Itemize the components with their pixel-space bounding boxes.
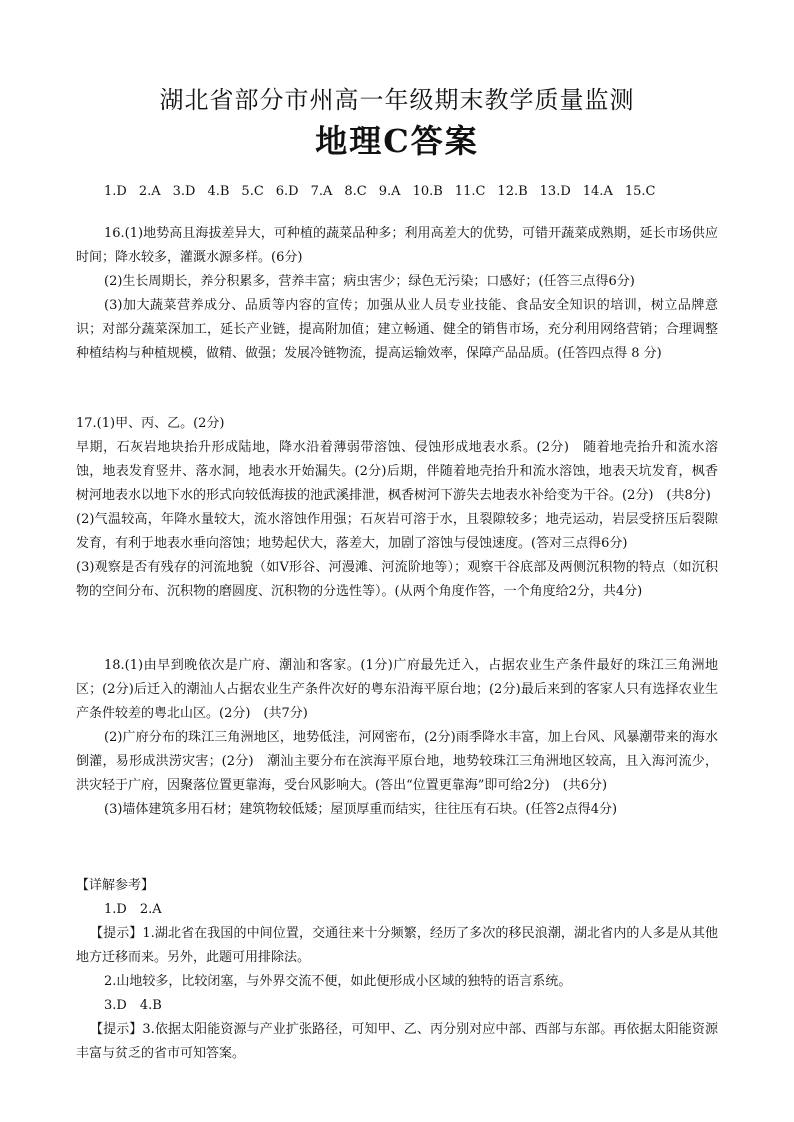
multiple-choice-answers bbox=[104, 184, 724, 199]
explanation-line: 2.山地较多，比较闭塞，与外界交流不便，如此便形成小区域的独特的语言系统。 bbox=[104, 974, 572, 989]
mc-answer: 13.D bbox=[539, 184, 571, 199]
mc-answer: 12.B bbox=[497, 184, 528, 199]
page-title: 湖北省部分市州高一年级期末教学质量监测 bbox=[159, 86, 635, 114]
question-16-answer bbox=[76, 222, 718, 366]
page-subtitle: 地理C答案 bbox=[315, 122, 479, 160]
explanation-line: 3.D 4.B bbox=[104, 998, 162, 1013]
mc-answer: 11.C bbox=[454, 184, 486, 199]
explanation-heading: 【详解参考】 bbox=[76, 878, 155, 893]
q18-part2: (2)广府分布的珠江三角洲地区，地势低洼，河网密布，(2分)雨季降水丰富，加上台风、风暴潮带来的海水倒灌，易形成洪涝灾害；(2分) 潮汕主要分布在滨海平原台地，地势较珠江三角洲地区较高，且入海河流少，洪灾轻于广府，因聚落位置更靠海，受台风影响大。(答出“位置更靠海”即可给2分) (共6分) bbox=[76, 730, 718, 793]
q16-part3: (3)加大蔬菜营养成分、品质等内容的宣传；加强从业人员专业技能、食品安全知识的培训，树立品牌意识；对部分蔬菜深加工，延长产业链，提高附加值；建立畅通、健全的销售市场，充分利用网络营销；合理调整种植结构与种植规模，做精、做强；发展冷链物流，提高运输效率，保障产品品质。(任答四点得 8 分) bbox=[76, 298, 718, 361]
mc-answer: 2.A bbox=[138, 184, 161, 199]
q16-part1: 16.(1)地势高且海拔差异大，可种植的蔬菜品种多；利用高差大的优势，可错开蔬菜成熟期，延长市场供应时间；降水较多，灌溉水源多样。(6分) bbox=[76, 226, 718, 265]
mc-answer: 10.B bbox=[412, 184, 443, 199]
q17-part3: (3)观察是否有残存的河流地貌（如V形谷、河漫滩、河流阶地等）；观察干谷底部及两侧沉积物的特点（如沉积物的空间分布、沉积物的磨圆度、沉积物的分选性等）。(从两个角度作答，一个角度给2分，共4分) bbox=[76, 560, 718, 599]
mc-answer: 3.D bbox=[172, 184, 196, 199]
explanation-line: 【提示】1.湖北省在我国的中间位置，交通往来十分频繁，经历了多次的移民浪潮，湖北省内的人多是从其他地方迁移而来。另外，此题可用排除法。 bbox=[76, 926, 718, 965]
explanation-line: 1.D 2.A bbox=[104, 902, 162, 917]
mc-answer: 9.A bbox=[378, 184, 401, 199]
q18-part1: 18.(1)由早到晚依次是广府、潮汕和客家。(1分)广府最先迁入，占据农业生产条件最好的珠江三角洲地区；(2分)后迁入的潮汕人占据农业生产条件次好的粤东沿海平原台地；(2分)最后来到的客家人只有选择农业生产条件较差的粤北山区。(2分) (共7分) bbox=[76, 658, 718, 721]
mc-answer: 8.C bbox=[344, 184, 367, 199]
q17-part2: (2)气温较高，年降水量较大，流水溶蚀作用强；石灰岩可溶于水，且裂隙较多；地壳运动，岩层受挤压后裂隙发育，有利于地表水垂向溶蚀；地势起伏大，落差大，加剧了溶蚀与侵蚀速度。(答对三点得6分) bbox=[76, 512, 718, 551]
mc-answer: 7.A bbox=[310, 184, 333, 199]
explanation-line: 【提示】3.依据太阳能资源与产业扩张路径，可知甲、乙、丙分别对应中部、西部与东部。再依据太阳能资源丰富与贫乏的省市可知答案。 bbox=[76, 1022, 718, 1061]
mc-answer: 5.C bbox=[241, 184, 264, 199]
question-17-answer bbox=[76, 412, 718, 604]
q18-part3: (3)墙体建筑多用石材；建筑物较低矮；屋顶厚重而结实，往往压有石块。(任答2点得4分) bbox=[104, 802, 618, 817]
q16-part2: (2)生长周期长，养分积累多，营养丰富；病虫害少；绿色无污染；口感好；(任答三点得6分) bbox=[104, 274, 635, 289]
mc-answer: 14.A bbox=[582, 184, 613, 199]
mc-answer: 6.D bbox=[275, 184, 299, 199]
q17-part1-detail: 早期，石灰岩地块抬升形成陆地，降水沿着薄弱带溶蚀、侵蚀形成地表水系。(2分) 随着地壳抬升和流水溶蚀，地表发育竖井、落水洞，地表水开始漏失。(2分)后期，伴随着地壳抬升和流水溶蚀，地表天坑发育，枫香树河地表水以地下水的形式向较低海拔的池武溪排泄，枫香树河下游失去地表水补给变为干谷。(2分) (共8分) bbox=[76, 440, 718, 503]
mc-answer: 1.D bbox=[104, 184, 127, 199]
q17-part1: 17.(1)甲、丙、乙。(2分) bbox=[76, 416, 225, 431]
explanation-section bbox=[76, 874, 718, 1066]
mc-answer: 15.C bbox=[624, 184, 656, 199]
question-18-answer bbox=[76, 654, 718, 822]
mc-answer: 4.B bbox=[207, 184, 230, 199]
